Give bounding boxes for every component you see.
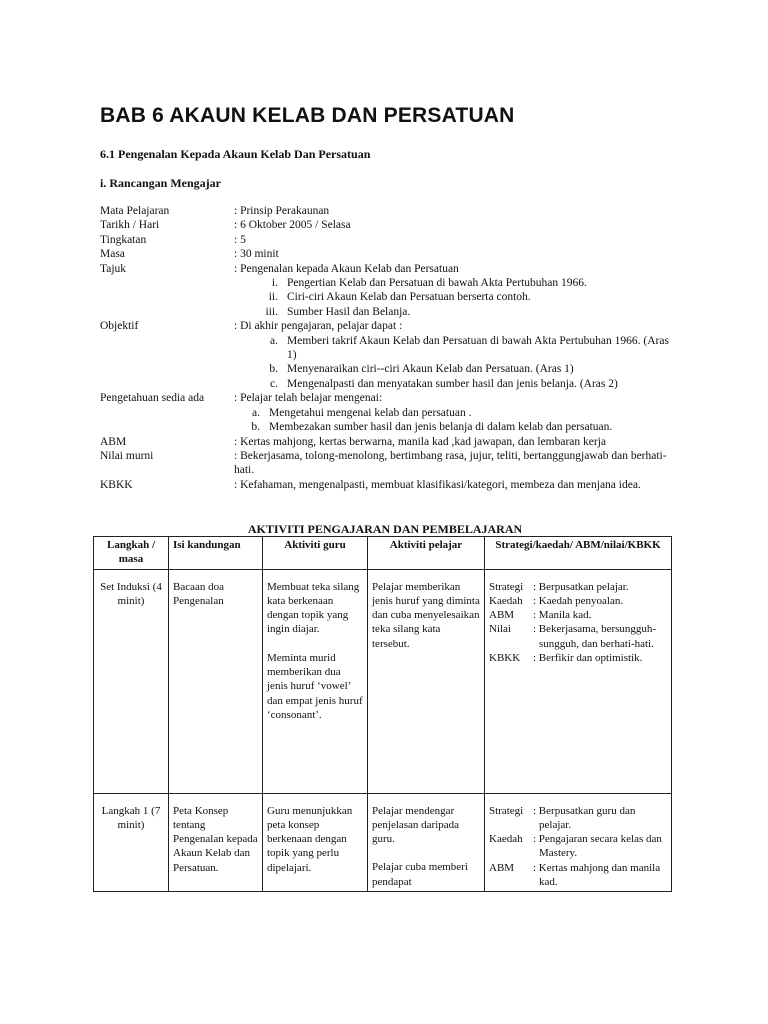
list-number: b. (251, 421, 260, 434)
header-langkah: Langkah / masa (94, 537, 169, 570)
strategy-value: : Manila kad. (533, 609, 592, 622)
strategy-value: : Berpusatkan guru dan pelajar. (533, 804, 636, 831)
strategy-key: ABM (489, 861, 515, 874)
info-label: Tarikh / Hari (100, 219, 160, 232)
cell-isi: Bacaan doa Pengenalan (169, 569, 263, 793)
list-text: Mengetahui mengenai kelab dan persatuan . (269, 406, 472, 419)
info-label: ABM (100, 435, 127, 448)
strategy-key: KBKK (489, 652, 521, 665)
list-text: Membezakan sumber hasil dan jenis belanja di dalam kelab dan persatuan. (269, 421, 613, 434)
cell-guru (263, 569, 368, 793)
subtitle: 6.1 Pengenalan Kepada Akaun Kelab Dan Persatuan (100, 147, 371, 161)
guru-paragraph: Membuat teka silang kata berkenaan dengan topik yang ingin diajar. (267, 580, 360, 636)
info-row-masa (100, 247, 680, 261)
list-item (234, 406, 680, 420)
list-text: Pengertian Kelab dan Persatuan di bawah Akta Pertubuhan 1966. (287, 277, 587, 290)
cell-guru (263, 793, 368, 892)
list-text: Memberi takrif Akaun Kelab dan Persatuan di bawah Akta Pertubuhan 1966. (Aras 1) (287, 334, 669, 362)
cell-strategi (485, 569, 672, 793)
table-row (94, 569, 672, 793)
table-row (94, 793, 672, 892)
info-value: : Kertas mahjong, kertas berwarna, manila kad ,kad jawapan, dan lembaran kerja (234, 435, 606, 448)
list-item (234, 305, 680, 319)
info-label: Masa (100, 248, 125, 261)
strategy-key: Strategi (489, 804, 524, 817)
list-number: ii. (268, 291, 278, 304)
info-label: KBKK (100, 478, 133, 491)
strategy-value: : Berfikir dan optimistik. (533, 652, 643, 665)
info-label: Tajuk (100, 262, 127, 275)
page-title: BAB 6 AKAUN KELAB DAN PERSATUAN (100, 104, 515, 127)
list-number: c. (270, 377, 278, 390)
header-guru: Aktiviti guru (263, 537, 368, 570)
info-row-nilai (100, 449, 680, 478)
info-row-mata-pelajaran (100, 204, 680, 218)
objektif-value: : Di akhir pengajaran, pelajar dapat : (234, 320, 403, 333)
info-row-tingkatan (100, 233, 680, 247)
strategy-value: : Kaedah penyoalan. (533, 594, 624, 607)
list-item (234, 334, 680, 363)
list-item (234, 420, 680, 434)
header-pelajar: Aktiviti pelajar (368, 537, 485, 570)
list-number: b. (269, 363, 278, 376)
strategy-key: Nilai (489, 623, 511, 636)
strategy-value: : Pengajaran secara kelas dan Mastery. (533, 833, 662, 860)
cell-langkah: Langkah 1 (7 minit) (94, 793, 169, 892)
strategy-value: : Berpusatkan pelajar. (533, 580, 629, 593)
strategy-line (489, 580, 667, 594)
info-value: : Kefahaman, mengenalpasti, membuat klasifikasi/kategori, membeza dan menjana idea. (234, 478, 641, 491)
list-text: Mengenalpasti dan menyatakan sumber hasil dan jenis belanja. (Aras 2) (287, 377, 618, 390)
info-label: Objektif (100, 320, 139, 333)
cell-isi: Peta Konsep tentang Pengenalan kepada Akaun Kelab dan Persatuan. (169, 793, 263, 892)
guru-paragraph: Meminta murid memberikan dua jenis huruf ‘vowel’ dan empat jenis huruf ‘consonant’. (267, 651, 363, 721)
list-number: a. (270, 334, 278, 347)
pelajar-paragraph: Pelajar cuba memberi pendapat (372, 861, 468, 888)
pelajar-paragraph: Pelajar memberikan jenis huruf yang diminta dan cuba menyelesaikan teka silang kata tersebut. (372, 580, 480, 650)
list-text: Menyenaraikan ciri--ciri Akaun Kelab dan Persatuan. (Aras 1) (287, 363, 574, 376)
table-header-row (94, 537, 672, 570)
info-row-kbkk (100, 478, 680, 492)
strategy-line (489, 861, 667, 890)
info-value: : 30 minit (234, 248, 279, 261)
list-item (234, 377, 680, 391)
section-heading: i. Rancangan Mengajar (100, 176, 221, 190)
info-label: Mata Pelajaran (100, 205, 170, 217)
info-value (234, 262, 680, 320)
strategy-line (489, 622, 667, 651)
strategy-key: ABM (489, 609, 515, 622)
strategy-value: : Kertas mahjong dan manila kad. (533, 861, 661, 889)
strategy-line (489, 608, 667, 622)
info-value: : Prinsip Perakaunan (234, 205, 330, 217)
cell-pelajar (368, 793, 485, 892)
strategy-key: Strategi (489, 580, 524, 593)
header-isi: Isi kandungan (169, 537, 263, 570)
list-number: iii. (265, 305, 278, 318)
info-row-tajuk (100, 262, 680, 320)
list-number: a. (252, 406, 260, 419)
list-text: Ciri-ciri Akaun Kelab dan Persatuan berserta contoh. (287, 291, 531, 304)
cell-langkah: Set Induksi (4 minit) (94, 569, 169, 793)
activities-table (93, 536, 672, 892)
info-row-objektif (100, 319, 680, 391)
info-value: : 5 (234, 233, 246, 246)
info-value (234, 391, 680, 434)
list-item (234, 362, 680, 376)
strategy-line (489, 594, 667, 608)
list-item (234, 276, 680, 290)
pelajar-paragraph: Pelajar mendengar penjelasan daripada guru. (372, 804, 460, 846)
info-label: Tingkatan (100, 233, 147, 246)
cell-pelajar (368, 569, 485, 793)
activities-title: AKTIVITI PENGAJARAN DAN PEMBELAJARAN (247, 522, 523, 536)
strategy-key: Kaedah (489, 594, 523, 607)
info-label: Nilai murni (100, 449, 154, 462)
info-row-abm (100, 435, 680, 449)
guru-paragraph: Guru menunjukkan peta konsep berkenaan dengan topik yang perlu dipelajari. (267, 804, 353, 874)
list-item (234, 290, 680, 304)
strategy-key: Kaedah (489, 833, 523, 846)
tajuk-value: : Pengenalan kepada Akaun Kelab dan Persatuan (234, 262, 459, 275)
header-strategi: Strategi/kaedah/ ABM/nilai/KBKK (485, 537, 672, 570)
info-value: : Bekerjasama, tolong-menolong, bertimbang rasa, jujur, teliti, bertanggungjawab dan berhati-hati. (234, 449, 667, 477)
strategy-line (489, 832, 667, 861)
strategy-line (489, 651, 667, 665)
info-value (234, 319, 680, 391)
list-number: i. (271, 277, 278, 290)
info-row-tarikh (100, 218, 680, 232)
info-label: Pengetahuan sedia ada (100, 392, 205, 405)
info-value: : 6 Oktober 2005 / Selasa (234, 219, 351, 232)
info-row-pengetahuan (100, 391, 680, 434)
strategy-value: : Bekerjasama, bersungguh-sungguh, dan berhati-hati. (533, 623, 657, 650)
list-text: Sumber Hasil dan Belanja. (287, 305, 411, 318)
cell-strategi (485, 793, 672, 892)
pengetahuan-value: : Pelajar telah belajar mengenai: (234, 392, 383, 405)
strategy-line (489, 804, 667, 833)
lesson-info (100, 204, 680, 492)
